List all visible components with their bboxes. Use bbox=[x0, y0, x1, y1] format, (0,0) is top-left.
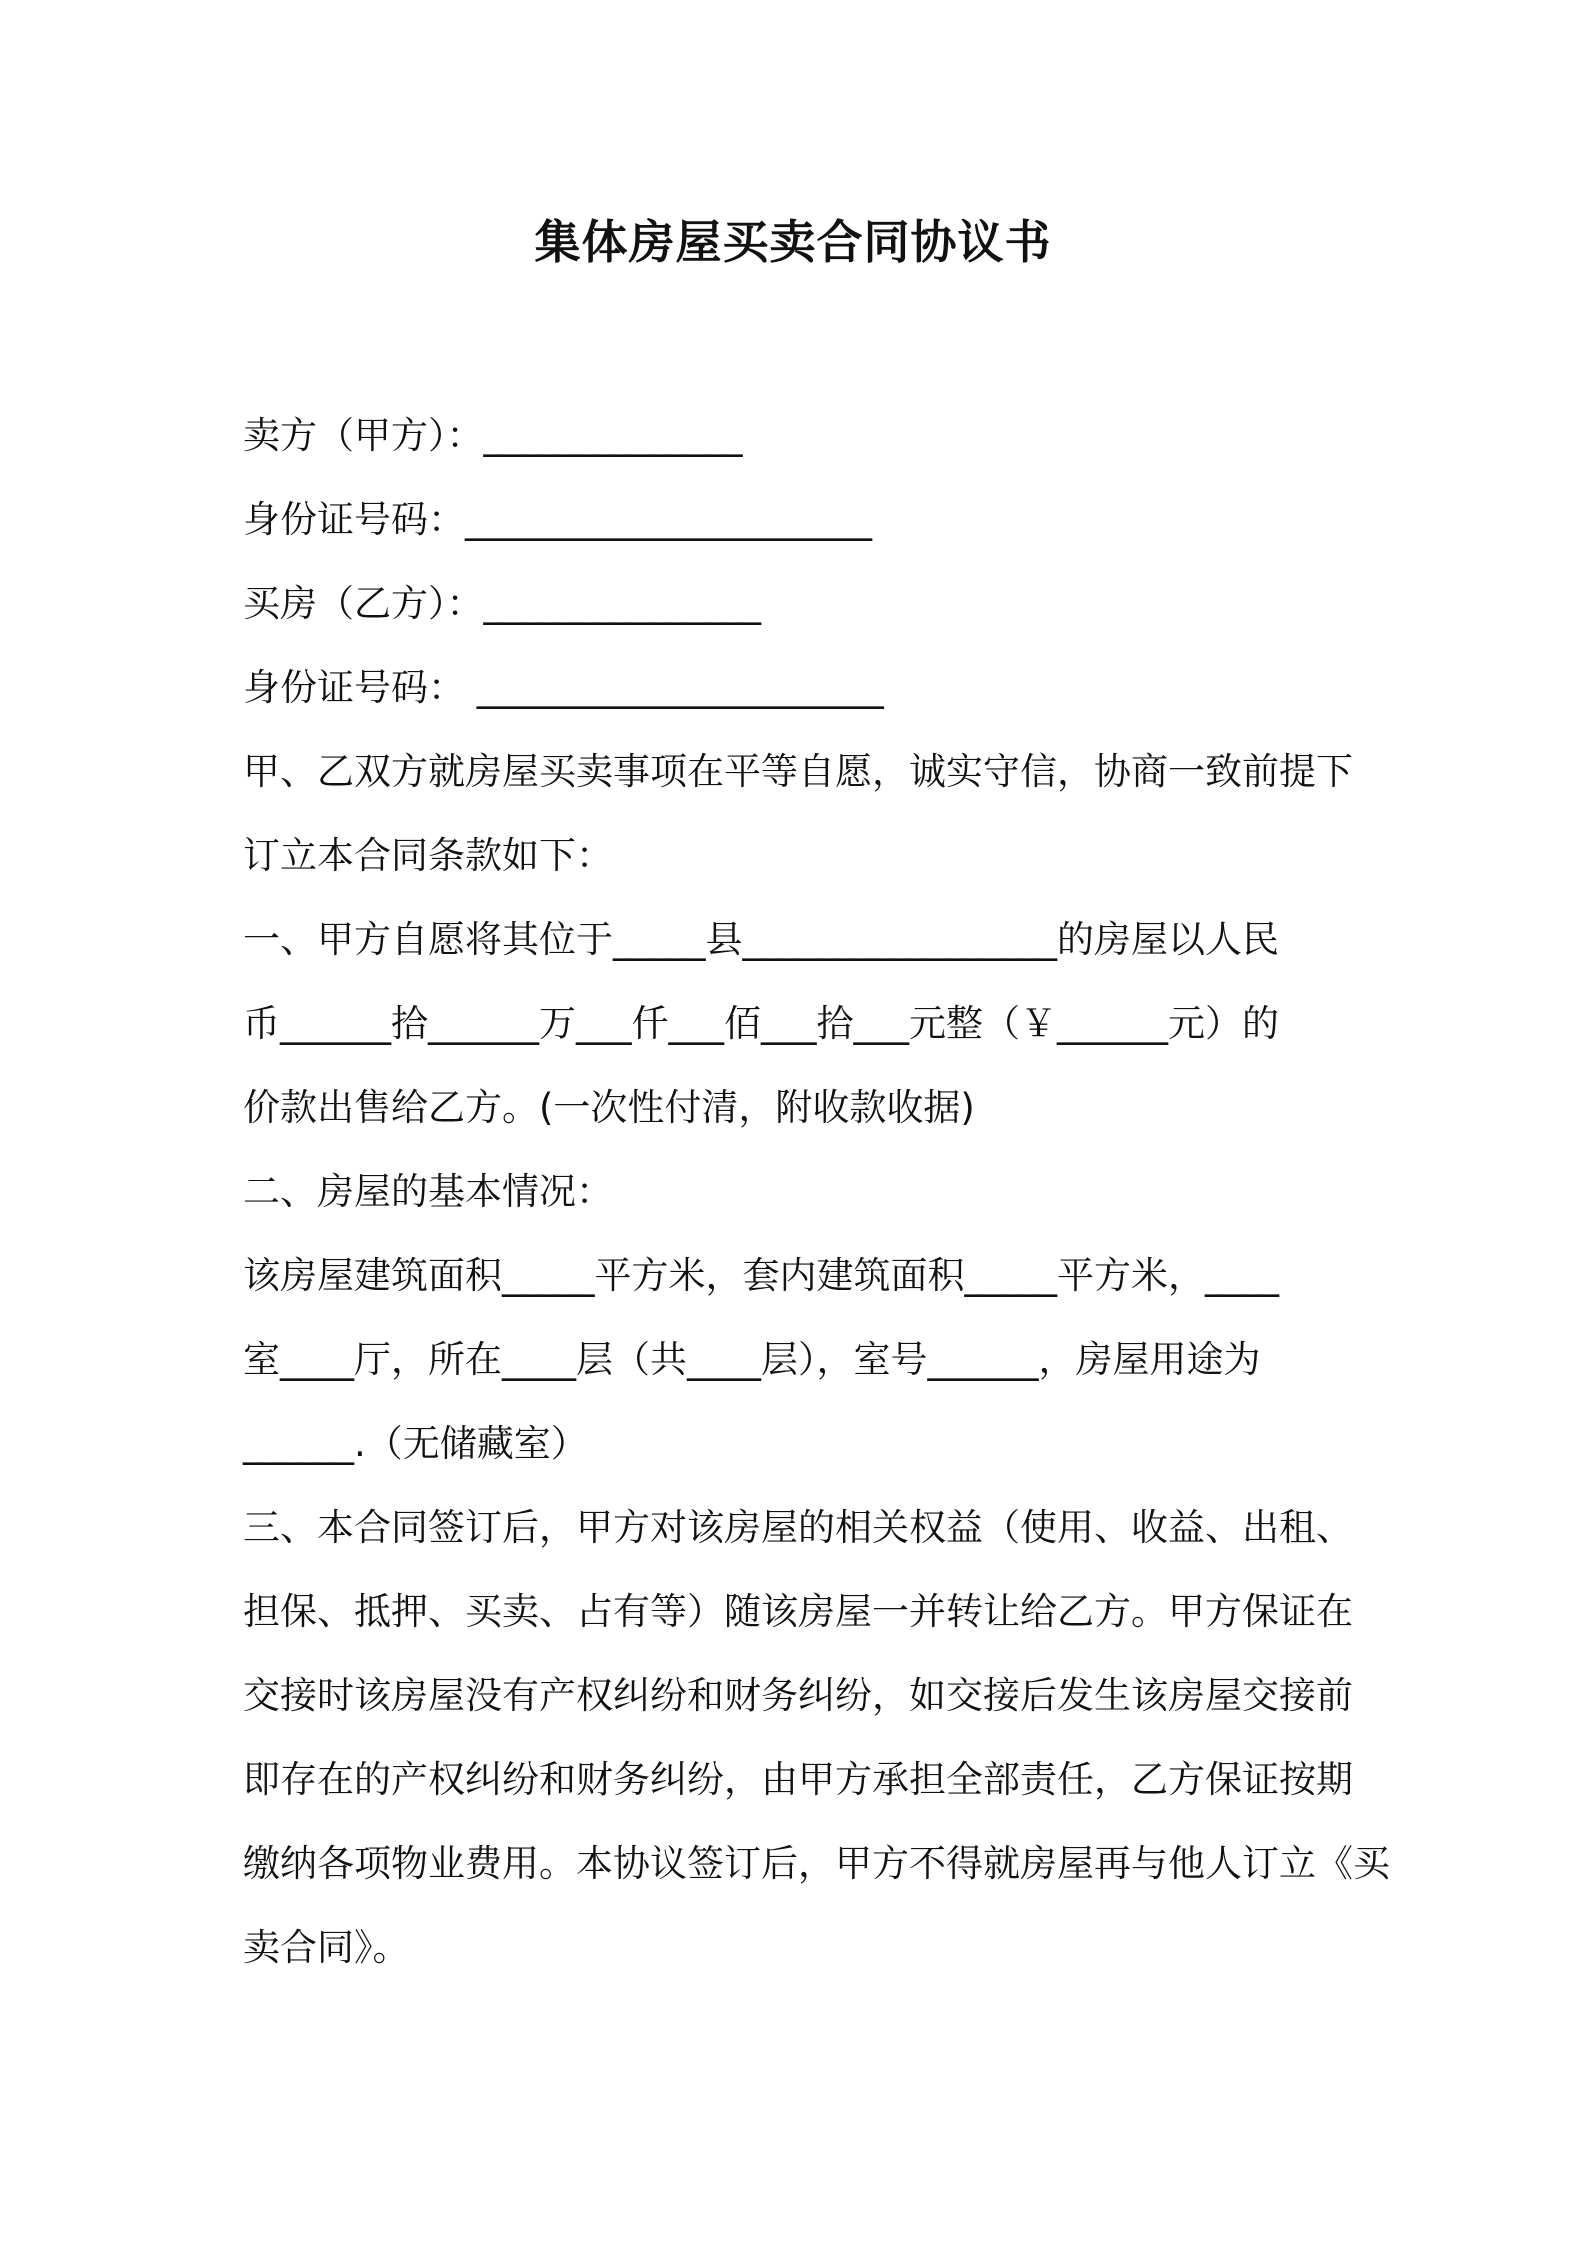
clause-3-line-6: 卖合同》。 bbox=[243, 1926, 410, 1969]
clause-1-line-3: 价款出售给乙方。(一次性付清，附收款收据) bbox=[243, 1086, 975, 1129]
clause-1-line-2: 币______拾______万___仟___佰___拾___元整（￥______元）的 bbox=[243, 1002, 1279, 1045]
clause-1-line-1: 一、甲方自愿将其位于_____县_________________的房屋以人民 bbox=[243, 918, 1279, 961]
clause-2-line-1: 该房屋建筑面积_____平方米，套内建筑面积_____平方米，____ bbox=[243, 1254, 1279, 1297]
document-title: 集体房屋买卖合同协议书 bbox=[534, 215, 1052, 269]
intro-line-2: 订立本合同条款如下： bbox=[243, 834, 613, 877]
clause-3-line-5: 缴纳各项物业费用。本协议签订后，甲方不得就房屋再与他人订立《买 bbox=[243, 1842, 1390, 1885]
clause-2-heading: 二、房屋的基本情况： bbox=[243, 1170, 613, 1213]
clause-2-line-2: 室____厅，所在____层（共____层），室号______，房屋用途为 bbox=[243, 1338, 1261, 1381]
clause-2-line-3: ______.（无储藏室） bbox=[243, 1422, 588, 1465]
intro-line-1: 甲、乙双方就房屋买卖事项在平等自愿，诚实守信，协商一致前提下 bbox=[243, 750, 1353, 793]
seller-id-line: 身份证号码：______________________ bbox=[243, 498, 872, 541]
buyer-line: 买房（乙方）：_______________ bbox=[243, 582, 761, 625]
clause-3-line-1: 三、本合同签订后，甲方对该房屋的相关权益（使用、收益、出租、 bbox=[243, 1506, 1353, 1549]
clause-3-line-4: 即存在的产权纠纷和财务纠纷，由甲方承担全部责任，乙方保证按期 bbox=[243, 1758, 1353, 1801]
clause-3-line-3: 交接时该房屋没有产权纠纷和财务纠纷，如交接后发生该房屋交接前 bbox=[243, 1674, 1353, 1717]
buyer-id-line: 身份证号码： ______________________ bbox=[243, 666, 884, 709]
clause-3-line-2: 担保、抵押、买卖、占有等）随该房屋一并转让给乙方。甲方保证在 bbox=[243, 1590, 1353, 1633]
seller-line: 卖方（甲方）：______________ bbox=[243, 414, 743, 457]
